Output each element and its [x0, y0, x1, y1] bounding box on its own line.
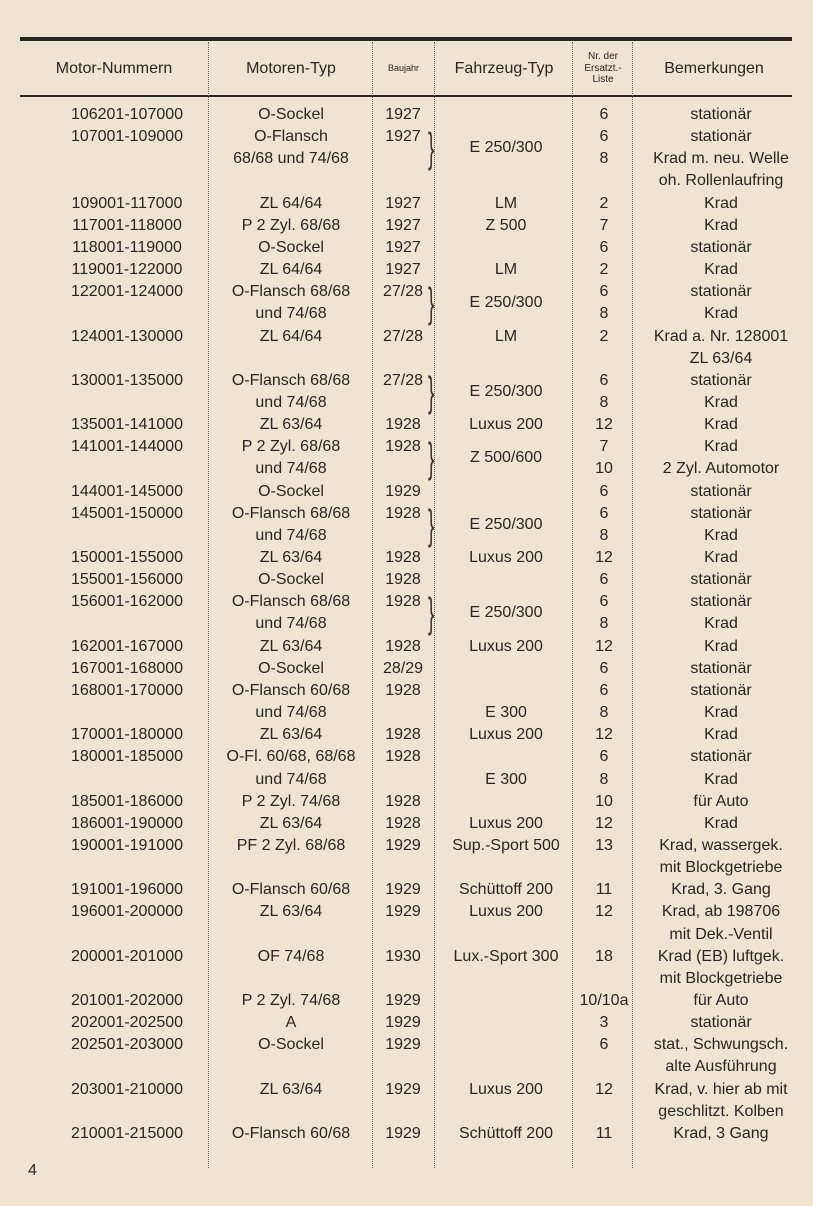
cell-fz [442, 1056, 570, 1078]
cell-num: 203001-210000 [70, 1080, 184, 1098]
cell-nr [574, 348, 634, 370]
cell-nr [574, 1101, 634, 1123]
header-bottom-rule [20, 95, 792, 97]
cell-bem: Krad [704, 615, 738, 633]
cell-num: 117001-118000 [72, 216, 182, 234]
cell-fz [442, 924, 570, 946]
cell-bem: stationär [690, 238, 752, 256]
cell-num: 167001-168000 [70, 659, 184, 677]
column-divider [572, 42, 573, 1168]
cell-num: 190001-191000 [70, 836, 184, 854]
cell-typ: O-Fl. 60/68, 68/68 [226, 748, 356, 766]
cell-typ: ZL 63/64 [259, 814, 323, 832]
cell-num: 180001-185000 [70, 748, 184, 766]
cell-fz: Luxus 200 [469, 637, 543, 655]
cell-bau: 1929 [385, 881, 421, 899]
cell-fz: Luxus 200 [469, 814, 543, 832]
cell-bau: 27/28 [382, 283, 424, 301]
cell-fz: E 300 [485, 704, 527, 722]
cell-num [62, 525, 192, 547]
header-baujahr: Baujahr [387, 62, 420, 73]
cell-bau [374, 148, 432, 170]
cell-num: 130001-135000 [70, 371, 184, 389]
cell-num [62, 968, 192, 990]
cell-bau: 1928 [385, 593, 421, 611]
cell-num: 200001-201000 [70, 947, 184, 965]
cell-bem: für Auto [693, 792, 749, 810]
cell-typ: und 74/68 [255, 393, 327, 411]
cell-bau: 1929 [385, 1036, 421, 1054]
cell-fz [442, 968, 570, 990]
cell-bem: mit Dek.-Ventil [669, 925, 773, 943]
cell-fz [442, 1101, 570, 1123]
cell-bem: alte Ausführung [665, 1058, 777, 1076]
cell-typ: 68/68 und 74/68 [233, 150, 349, 168]
cell-bem: stat., Schwungsch. [653, 1036, 789, 1054]
cell-typ: ZL 64/64 [259, 261, 323, 279]
cell-fz: Schüttoff 200 [459, 881, 553, 899]
cell-bau: 1929 [385, 482, 421, 500]
cell-typ: A [285, 1014, 297, 1032]
cell-nr: 12 [595, 814, 613, 832]
cell-bem: für Auto [693, 992, 749, 1009]
cell-fz: LM [494, 327, 518, 345]
cell-typ: O-Sockel [258, 659, 324, 677]
cell-num: 191001-196000 [70, 881, 184, 899]
cell-typ: P 2 Zyl. 68/68 [241, 438, 341, 456]
cell-fz [442, 791, 570, 813]
cell-bem: ZL 63/64 [689, 349, 753, 367]
cell-num: 107001-109000 [70, 128, 184, 146]
cell-nr: 6 [599, 748, 609, 766]
cell-nr: 6 [599, 659, 609, 677]
cell-bem: Krad [704, 770, 738, 788]
header-bemerkungen: Bemerkungen [664, 59, 764, 77]
cell-num: 185001-186000 [70, 792, 184, 810]
cell-typ: O-Flansch 60/68 [231, 881, 351, 899]
cell-nr [574, 170, 634, 192]
cell-nr [574, 1056, 634, 1078]
header-motoren-typ: Motoren-Typ [246, 59, 336, 77]
header-fahrzeug-typ: Fahrzeug-Typ [454, 59, 554, 77]
cell-bau [374, 170, 432, 192]
cell-bem: Krad [704, 704, 738, 722]
cell-num: 170001-180000 [70, 726, 184, 744]
cell-bem: Krad [704, 305, 738, 323]
cell-bau [374, 348, 432, 370]
cell-bem: stationär [690, 593, 752, 611]
cell-typ: O-Flansch 60/68 [231, 1124, 351, 1142]
cell-bem: stationär [690, 681, 752, 699]
cell-bem: Krad [704, 549, 738, 566]
header-nr-ersatzteil-liste: Nr. der Ersatzt.- Liste [584, 51, 622, 86]
cell-bem: Krad [704, 637, 738, 655]
cell-bem: Krad [704, 261, 738, 279]
cell-typ: P 2 Zyl. 74/68 [241, 792, 341, 810]
cell-num [62, 392, 192, 414]
cell-typ: ZL 64/64 [259, 327, 323, 345]
cell-fz: Luxus 200 [469, 549, 543, 566]
cell-bem: mit Blockgetriebe [659, 859, 783, 877]
cell-num [62, 348, 192, 370]
cell-nr: 6 [599, 106, 609, 123]
cell-num [62, 857, 192, 879]
cell-num: 135001-141000 [70, 416, 184, 434]
cell-nr: 6 [599, 1036, 609, 1054]
group-brace: } [428, 434, 435, 482]
cell-typ: ZL 64/64 [259, 194, 323, 212]
cell-num: 168001-170000 [70, 681, 184, 699]
cell-num: 150001-155000 [70, 549, 184, 566]
cell-num: 144001-145000 [70, 482, 184, 500]
cell-typ: PF 2 Zyl. 68/68 [236, 836, 346, 854]
cell-num: 186001-190000 [70, 814, 184, 832]
cell-bau: 1929 [385, 1124, 421, 1142]
cell-num [62, 170, 192, 192]
cell-num: 156001-162000 [70, 593, 184, 611]
cell-num: 210001-215000 [70, 1124, 184, 1142]
cell-fz: Luxus 200 [469, 726, 543, 744]
grouped-fahrzeug-typ: Z 500/600 [469, 449, 543, 467]
cell-typ: ZL 63/64 [259, 416, 323, 434]
cell-bem: geschlitzt. Kolben [658, 1102, 784, 1120]
cell-nr: 2 [599, 261, 609, 279]
cell-nr: 12 [595, 637, 613, 655]
cell-nr: 3 [599, 1014, 609, 1032]
cell-bau: 1927 [385, 238, 421, 256]
cell-bem: stationär [690, 482, 752, 500]
cell-num: 106201-107000 [70, 106, 184, 123]
cell-bau [374, 392, 432, 414]
cell-nr: 10 [595, 460, 613, 478]
cell-nr: 8 [599, 150, 609, 168]
cell-num: 202501-203000 [70, 1036, 184, 1054]
cell-nr: 8 [599, 393, 609, 411]
cell-bau [374, 968, 432, 990]
grouped-fahrzeug-typ: E 250/300 [469, 294, 543, 312]
cell-num: 145001-150000 [70, 504, 184, 522]
cell-bau [374, 924, 432, 946]
group-brace: } [428, 367, 435, 415]
cell-typ: P 2 Zyl. 68/68 [241, 216, 341, 234]
cell-bem: stationär [690, 106, 752, 123]
cell-bem: Krad [704, 438, 738, 456]
cell-bem: oh. Rollenlaufring [658, 172, 784, 190]
group-brace: } [428, 500, 435, 548]
cell-fz: Z 500 [485, 216, 527, 234]
cell-typ: und 74/68 [255, 704, 327, 722]
cell-bau: 27/28 [382, 371, 424, 389]
cell-typ: O-Sockel [258, 238, 324, 256]
cell-bau: 1928 [385, 504, 421, 522]
cell-bau [374, 769, 432, 791]
cell-nr: 8 [599, 305, 609, 323]
cell-nr: 12 [595, 1080, 613, 1098]
cell-nr: 18 [595, 947, 613, 965]
cell-nr: 10 [595, 792, 613, 810]
cell-typ: O-Sockel [258, 106, 324, 123]
cell-nr: 6 [599, 593, 609, 611]
cell-typ: O-Flansch 60/68 [231, 681, 351, 699]
cell-bau: 1928 [385, 726, 421, 744]
cell-nr: 7 [599, 438, 609, 456]
cell-bau: 1929 [385, 1014, 421, 1032]
cell-num: 162001-167000 [70, 637, 184, 655]
cell-bem: Krad [704, 814, 738, 832]
cell-bau [374, 613, 432, 635]
cell-nr: 6 [599, 504, 609, 522]
cell-nr: 12 [595, 726, 613, 744]
cell-fz [442, 104, 570, 126]
cell-nr: 12 [595, 903, 613, 921]
cell-num [62, 613, 192, 635]
cell-fz: Sup.-Sport 500 [452, 836, 560, 854]
cell-typ [212, 968, 370, 990]
cell-fz [442, 237, 570, 259]
cell-nr: 8 [599, 770, 609, 788]
grouped-fahrzeug-typ: E 250/300 [469, 139, 543, 157]
cell-typ [212, 170, 370, 192]
grouped-fahrzeug-typ: E 250/300 [469, 382, 543, 400]
cell-bau: 1927 [385, 261, 421, 279]
cell-num [62, 702, 192, 724]
cell-nr: 12 [595, 549, 613, 566]
cell-bem: stationär [690, 128, 752, 146]
cell-num: 155001-156000 [70, 571, 184, 589]
cell-nr: 10/10a [579, 992, 629, 1009]
cell-typ: OF 74/68 [257, 947, 325, 965]
cell-bem: Krad [704, 216, 738, 234]
group-brace: } [428, 589, 435, 637]
cell-nr: 12 [595, 416, 613, 434]
cell-typ: ZL 63/64 [259, 637, 323, 655]
cell-bau: 1929 [385, 1080, 421, 1098]
cell-fz: Schüttoff 200 [459, 1124, 553, 1142]
cell-bem: stationär [690, 571, 752, 589]
cell-typ: und 74/68 [255, 305, 327, 323]
cell-bem: Krad [704, 526, 738, 544]
cell-fz [442, 857, 570, 879]
cell-fz: Luxus 200 [469, 416, 543, 434]
cell-fz [442, 658, 570, 680]
cell-bem: Krad [704, 726, 738, 744]
cell-fz [442, 348, 570, 370]
cell-bau [374, 1056, 432, 1078]
cell-num: 109001-117000 [71, 194, 183, 212]
cell-nr: 8 [599, 526, 609, 544]
cell-typ: O-Flansch 68/68 [231, 371, 351, 389]
cell-bem: Krad, 3 Gang [673, 1124, 769, 1142]
cell-bau: 1928 [385, 748, 421, 766]
cell-num: 196001-200000 [70, 903, 184, 921]
column-divider [372, 42, 373, 1168]
cell-bem: stationär [690, 659, 752, 677]
cell-num: 118001-119000 [72, 238, 182, 256]
cell-fz: Lux.-Sport 300 [453, 947, 559, 965]
cell-num: 202001-202500 [70, 1014, 184, 1032]
cell-typ [212, 348, 370, 370]
cell-typ [212, 924, 370, 946]
cell-bau [374, 1101, 432, 1123]
cell-typ: O-Flansch 68/68 [231, 504, 351, 522]
cell-nr: 6 [599, 238, 609, 256]
cell-num: 119001-122000 [71, 261, 183, 279]
cell-bau: 1928 [385, 571, 421, 589]
cell-typ: ZL 63/64 [259, 1080, 323, 1098]
cell-nr: 11 [595, 1124, 613, 1142]
header-motor-nummern: Motor-Nummern [55, 59, 173, 77]
cell-bau: 1928 [385, 792, 421, 810]
cell-nr: 6 [599, 482, 609, 500]
cell-num [62, 1101, 192, 1123]
cell-bem: mit Blockgetriebe [659, 969, 783, 987]
cell-bau [374, 458, 432, 480]
cell-fz [442, 1034, 570, 1056]
cell-typ: und 74/68 [255, 526, 327, 544]
cell-bau [374, 303, 432, 325]
cell-bem: Krad, 3. Gang [671, 881, 771, 899]
cell-nr: 6 [599, 371, 609, 389]
header-top-rule [20, 37, 792, 41]
cell-typ [212, 857, 370, 879]
cell-typ: ZL 63/64 [259, 549, 323, 566]
cell-num: 124001-130000 [70, 327, 184, 345]
cell-fz [442, 746, 570, 768]
cell-bau [374, 702, 432, 724]
cell-nr: 13 [595, 836, 613, 854]
cell-bem: Krad [704, 194, 738, 212]
cell-bau: 1928 [385, 438, 421, 456]
cell-bem: 2 Zyl. Automotor [662, 460, 780, 478]
cell-typ: ZL 63/64 [259, 726, 323, 744]
cell-num [62, 769, 192, 791]
cell-nr: 2 [599, 194, 609, 212]
cell-num [62, 924, 192, 946]
cell-num: 201001-202000 [70, 992, 184, 1009]
cell-bem: Krad [704, 416, 738, 434]
cell-typ: und 74/68 [255, 460, 327, 478]
cell-nr: 8 [599, 615, 609, 633]
cell-typ: O-Flansch [254, 128, 328, 146]
cell-fz: LM [494, 194, 518, 212]
cell-bau: 1928 [385, 416, 421, 434]
cell-bem: stationär [690, 504, 752, 522]
cell-num [62, 303, 192, 325]
cell-fz [442, 481, 570, 503]
cell-typ: und 74/68 [255, 615, 327, 633]
cell-nr: 8 [599, 704, 609, 722]
cell-bau [374, 525, 432, 547]
cell-typ [212, 1056, 370, 1078]
cell-nr: 6 [599, 128, 609, 146]
cell-typ: P 2 Zyl. 74/68 [241, 992, 341, 1009]
page-number: 4 [28, 1162, 37, 1179]
cell-bau: 1928 [385, 814, 421, 832]
cell-bau: 27/28 [382, 327, 424, 345]
cell-bau: 1929 [385, 903, 421, 921]
grouped-fahrzeug-typ: E 250/300 [469, 604, 543, 622]
cell-typ: O-Flansch 68/68 [231, 593, 351, 611]
column-divider [208, 42, 209, 1168]
cell-fz: E 300 [485, 770, 527, 788]
cell-nr: 11 [595, 881, 613, 899]
cell-bau: 1928 [385, 681, 421, 699]
cell-fz: Luxus 200 [469, 903, 543, 921]
cell-bau [374, 857, 432, 879]
cell-typ: O-Sockel [258, 571, 324, 589]
cell-typ [212, 1101, 370, 1123]
group-brace: } [428, 279, 435, 327]
cell-fz [442, 990, 570, 1012]
cell-num: 141001-144000 [70, 438, 184, 456]
cell-fz: Luxus 200 [469, 1080, 543, 1098]
cell-bau: 1928 [385, 549, 421, 566]
cell-num [62, 148, 192, 170]
cell-nr [574, 968, 634, 990]
cell-num [62, 458, 192, 480]
cell-bau: 28/29 [382, 659, 424, 677]
cell-bem: Krad, ab 198706 [661, 903, 781, 921]
cell-bau: 1929 [385, 836, 421, 854]
cell-bem: Krad, wassergek. [659, 836, 783, 854]
cell-bem: stationär [690, 371, 752, 389]
cell-bau: 1929 [385, 992, 421, 1009]
cell-nr: 2 [599, 327, 609, 345]
grouped-fahrzeug-typ: E 250/300 [469, 515, 543, 533]
cell-bem: Krad, v. hier ab mit [654, 1080, 788, 1098]
cell-bem: Krad m. neu. Welle [653, 150, 789, 168]
cell-nr [574, 924, 634, 946]
cell-typ: und 74/68 [255, 770, 327, 788]
cell-nr [574, 857, 634, 879]
cell-bau: 1928 [385, 637, 421, 655]
cell-bem: Krad (EB) luftgek. [657, 947, 785, 965]
cell-nr: 6 [599, 283, 609, 301]
cell-bem: stationär [690, 1014, 752, 1032]
cell-fz [442, 170, 570, 192]
cell-fz: LM [494, 261, 518, 279]
cell-nr: 6 [599, 571, 609, 589]
cell-typ: ZL 63/64 [259, 903, 323, 921]
cell-bem: stationär [690, 283, 752, 301]
cell-bem: Krad a. Nr. 128001 [653, 327, 789, 345]
cell-typ: O-Flansch 68/68 [231, 283, 351, 301]
cell-fz [442, 569, 570, 591]
cell-bau: 1930 [385, 947, 421, 965]
cell-fz [442, 1012, 570, 1034]
cell-bau: 1927 [385, 106, 421, 123]
cell-bau: 1927 [385, 216, 421, 234]
cell-num [62, 1056, 192, 1078]
group-brace: } [428, 124, 435, 172]
cell-nr: 6 [599, 681, 609, 699]
cell-nr: 7 [599, 216, 609, 234]
cell-num: 122001-124000 [70, 283, 184, 301]
cell-bau: 1927 [385, 128, 421, 146]
cell-fz [442, 680, 570, 702]
cell-typ: O-Sockel [258, 1036, 324, 1054]
cell-typ: O-Sockel [258, 482, 324, 500]
cell-bem: stationär [690, 748, 752, 766]
cell-bau: 1927 [385, 194, 421, 212]
cell-bem: Krad [704, 393, 738, 411]
